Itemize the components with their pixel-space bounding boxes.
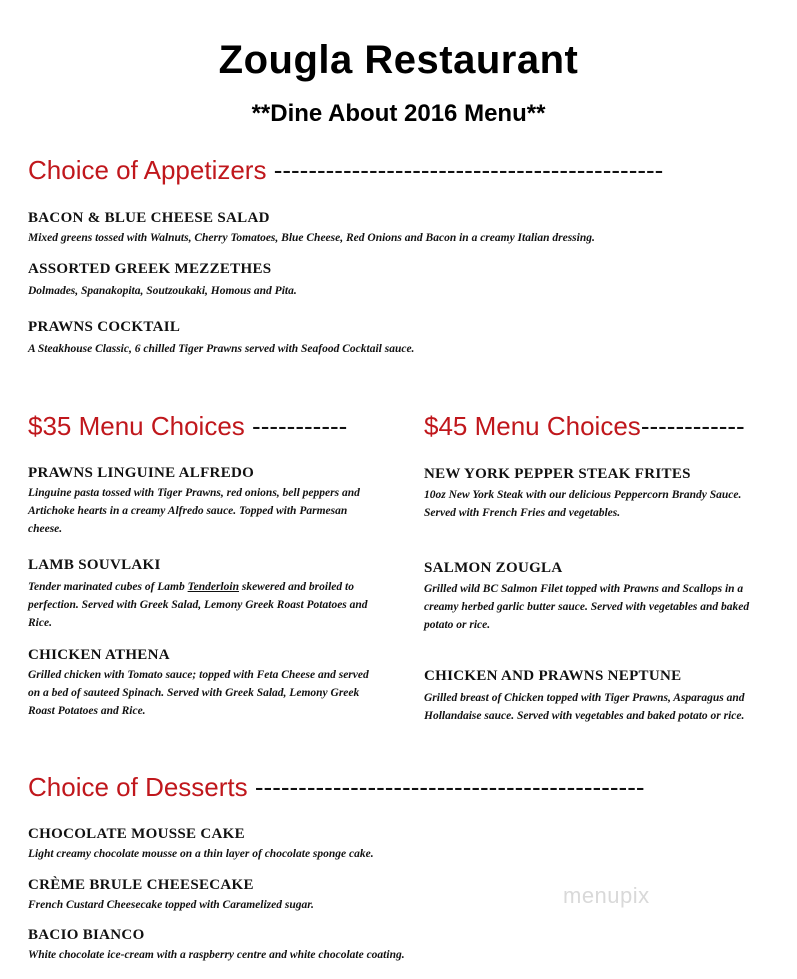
watermark-logo: menupix (563, 883, 650, 908)
menu45-item-desc: 10oz New York Steak with our delicious Peppercorn Brandy Sauce. Served with French Fries and vegetables. (424, 489, 742, 519)
desserts-heading-rule: --------------------------------------------- (254, 772, 645, 802)
menu35-item-desc-part: Tender marinated cubes of Lamb (28, 581, 188, 593)
menu35-heading-rule: ----------- (252, 411, 348, 441)
menu45-item-name: NEW YORK PEPPER STEAK FRITES (424, 466, 691, 482)
appetizers-heading-text: Choice of Appetizers (28, 155, 267, 185)
dessert-name: BACIO BIANCO (28, 927, 145, 943)
menu35-item-desc (28, 578, 373, 632)
menu35-item-name: CHICKEN ATHENA (28, 647, 170, 663)
dessert-name: CRÈME BRULE CHEESECAKE (28, 877, 254, 893)
desserts-heading-text: Choice of Desserts (28, 772, 248, 802)
menu35-item-desc-underlined: Tenderloin (187, 581, 239, 593)
menu45-heading (424, 411, 745, 442)
menu45-heading-rule: ------------ (640, 411, 745, 441)
menu45-item-name: SALMON ZOUGLA (424, 560, 563, 576)
menu35-heading (28, 411, 347, 442)
menu45-heading-text: $45 Menu Choices (424, 411, 641, 441)
appetizer-desc: A Steakhouse Classic, 6 chilled Tiger Prawns served with Seafood Cocktail sauce. (28, 343, 415, 355)
restaurant-title: Zougla Restaurant (218, 38, 579, 82)
menu35-heading-text: $35 Menu Choices (28, 411, 245, 441)
appetizer-desc: Mixed greens tossed with Walnuts, Cherry Tomatoes, Blue Cheese, Red Onions and Bacon in a creamy Italian dressing. (28, 232, 595, 244)
appetizer-name: BACON & BLUE CHEESE SALAD (28, 210, 270, 226)
menu45-item-name: CHICKEN AND PRAWNS NEPTUNE (424, 668, 682, 684)
appetizers-heading (28, 155, 663, 186)
menu45-item-desc: Grilled breast of Chicken topped with Tiger Prawns, Asparagus and Hollandaise sauce. Served with vegetables and baked potato or rice. (424, 692, 745, 722)
menu35-item-desc: Grilled chicken with Tomato sauce; topped with Feta Cheese and served on a bed of sauteed Spinach. Served with Greek Salad, Lemony Greek Roast Potatoes and Rice. (28, 669, 369, 717)
desserts-heading (28, 772, 645, 803)
dessert-desc: Light creamy chocolate mousse on a thin layer of chocolate sponge cake. (28, 848, 374, 860)
menu35-item-name: LAMB SOUVLAKI (28, 557, 161, 573)
menu-subtitle: **Dine About 2016 Menu** (251, 100, 546, 127)
appetizers-heading-rule: --------------------------------------------- (273, 155, 664, 185)
appetizer-name: ASSORTED GREEK MEZZETHES (28, 261, 272, 277)
menu35-item-desc: Linguine pasta tossed with Tiger Prawns, red onions, bell peppers and Artichoke hearts in a creamy Alfredo sauce. Topped with Parmesan cheese. (28, 487, 360, 535)
appetizer-desc: Dolmades, Spanakopita, Soutzoukaki, Homous and Pita. (28, 285, 297, 297)
dessert-desc: White chocolate ice-cream with a raspberry centre and white chocolate coating. (28, 949, 405, 961)
menu35-item-desc-part: skewered and broiled to perfection. Served with Greek Salad, Lemony Greek Roast Potatoes and Rice. (28, 581, 368, 629)
dessert-desc: French Custard Cheesecake topped with Caramelized sugar. (28, 899, 314, 911)
menu45-item-desc: Grilled wild BC Salmon Filet topped with Prawns and Scallops in a creamy herbed garlic butter sauce. Served with vegetables and baked potato or rice. (424, 583, 750, 631)
appetizer-name: PRAWNS COCKTAIL (28, 319, 181, 335)
dessert-name: CHOCOLATE MOUSSE CAKE (28, 826, 245, 842)
menu35-item-name: PRAWNS LINGUINE ALFREDO (28, 465, 255, 481)
